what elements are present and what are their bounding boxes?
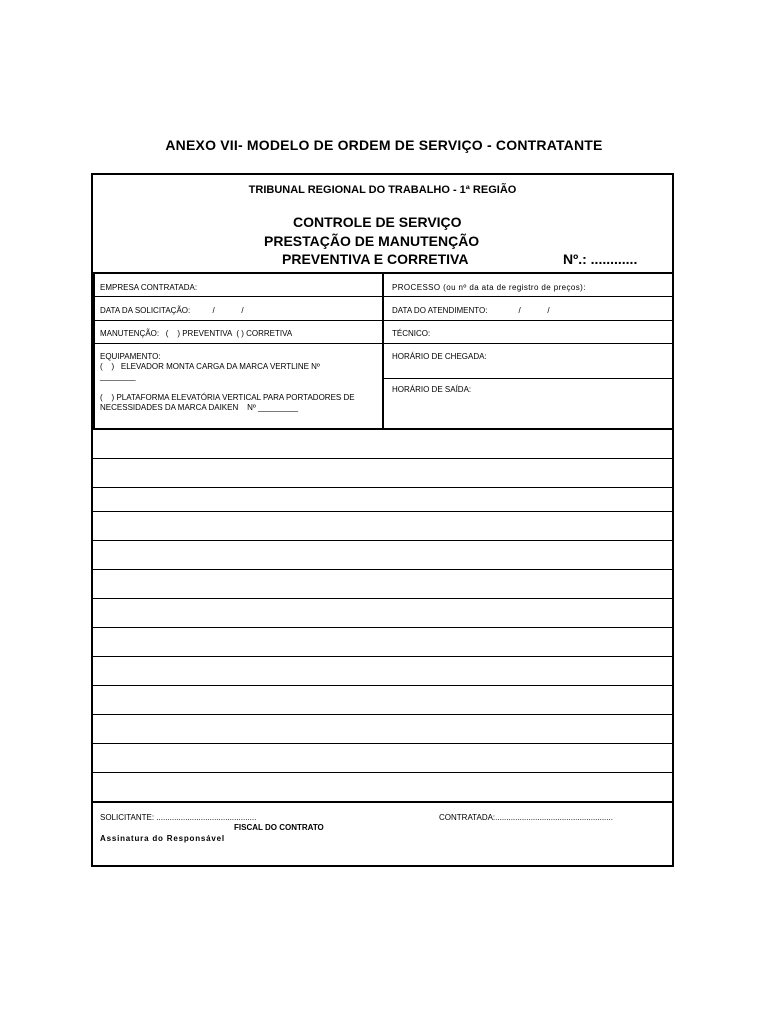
blank-line — [93, 627, 672, 628]
divider-row-3 — [93, 343, 672, 344]
fiscal-label: FISCAL DO CONTRATO — [234, 823, 324, 832]
blank-line — [93, 714, 672, 715]
blank-line — [93, 685, 672, 686]
control-title-line-1: CONTROLE DE SERVIÇO — [293, 214, 462, 230]
blank-line — [93, 656, 672, 657]
blank-line — [93, 487, 672, 488]
contratada-signature[interactable]: CONTRATADA:..................................................... — [439, 813, 613, 822]
divider-horario — [383, 378, 674, 379]
equipamento-option-plataforma[interactable]: ( ) PLATAFORMA ELEVATÓRIA VERTICAL PARA PORTADORES DE NECESSIDADES DA MARCA DAIKEN Nº _________ — [100, 393, 357, 412]
blank-line — [93, 540, 672, 541]
divider-row-1 — [93, 296, 672, 297]
equipamento-option-elevador[interactable]: ( ) ELEVADOR MONTA CARGA DA MARCA VERTLINE Nº — [100, 362, 320, 371]
data-atendimento-field[interactable]: DATA DO ATENDIMENTO: / / — [392, 306, 550, 315]
control-title-line-2: PRESTAÇÃO DE MANUTENÇÃO — [264, 233, 480, 249]
document-title: ANEXO VII- MODELO DE ORDEM DE SERVIÇO - CONTRATANTE — [165, 137, 603, 153]
control-title-line-3: PREVENTIVA E CORRETIVA — [282, 251, 469, 267]
equipamento-option-elevador-blank: ________ — [100, 372, 136, 381]
data-solicitacao-field[interactable]: DATA DA SOLICITAÇÃO: / / — [100, 306, 244, 315]
blank-line — [93, 598, 672, 599]
horario-saida-field[interactable]: HORÁRIO DE SAÍDA: — [392, 385, 472, 394]
service-order-form — [91, 173, 674, 867]
divider-fields-end — [93, 428, 672, 430]
assinatura-label: Assinatura do Responsável — [100, 834, 225, 843]
blank-line — [93, 458, 672, 459]
blank-line — [93, 772, 672, 773]
processo-field[interactable]: PROCESSO (ou nº da ata de registro de preços): — [392, 283, 586, 292]
blank-line — [93, 743, 672, 744]
blank-line — [93, 511, 672, 512]
divider-footer — [93, 801, 672, 803]
empresa-contratada-field[interactable]: EMPRESA CONTRATADA: — [100, 283, 198, 292]
solicitante-signature[interactable]: SOLICITANTE: ............................................. — [100, 813, 257, 822]
equipamento-label: EQUIPAMENTO: — [100, 352, 161, 361]
order-number: Nº.: ............ — [563, 251, 638, 267]
tecnico-field[interactable]: TÉCNICO: — [392, 329, 431, 338]
manutencao-field[interactable]: MANUTENÇÃO: ( ) PREVENTIVA ( ) CORRETIVA — [100, 329, 293, 338]
blank-line — [93, 569, 672, 570]
divider-row-2 — [93, 320, 672, 321]
tribunal-name: TRIBUNAL REGIONAL DO TRABALHO - 1ª REGIÃO — [248, 184, 517, 196]
horario-chegada-field[interactable]: HORÁRIO DE CHEGADA: — [392, 352, 487, 361]
